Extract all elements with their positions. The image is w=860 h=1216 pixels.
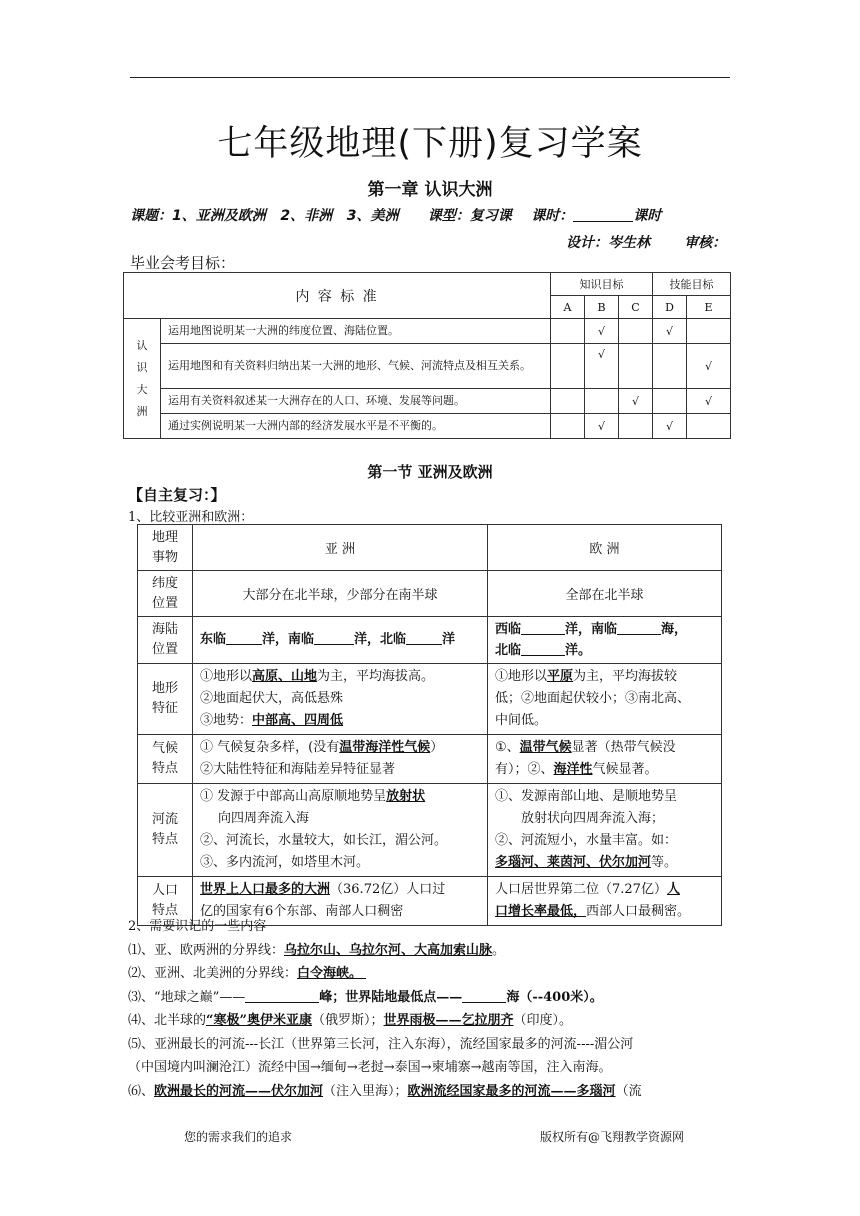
lat-europe: 全部在北半球: [488, 571, 722, 617]
row-label: 人口 特点: [138, 877, 193, 926]
level-e: E: [687, 296, 731, 319]
period-blank: [573, 207, 633, 222]
page-title: 七年级地理(下册)复习学案: [217, 124, 643, 164]
mark: √: [585, 414, 619, 439]
note-1: ⑴、亚、欧两洲的分界线：乌拉尔山、乌拉尔河、大高加索山脉。: [128, 942, 506, 958]
note-2: ⑵、亚洲、北美洲的分界线：白令海峡。: [128, 962, 733, 986]
header-geo: 地理 事物: [138, 525, 193, 571]
goals-table: [123, 272, 731, 439]
note-3: ⑶、“地球之巅”—— 峰；世界陆地最低点—— 海（--400米）。: [128, 989, 603, 1005]
col-knowledge: 知识目标: [551, 273, 653, 296]
side-label: 认 识 大 洲: [124, 319, 161, 439]
chapter-title: 第一章 认识大洲: [367, 180, 493, 200]
section-title: 第一节 亚洲及欧洲: [367, 463, 493, 481]
goal-row-text: 运用有关资料叙述某一大洲存在的人口、环境、发展等问题。: [161, 389, 551, 414]
notes-section: [128, 915, 733, 1103]
question-2: 2、需要识记的一些内容: [128, 919, 267, 934]
mark: √: [585, 319, 619, 344]
footer-left: 您的需求我们的追求: [184, 1130, 293, 1144]
col-skill: 技能目标: [653, 273, 731, 296]
mark: √: [619, 389, 653, 414]
mark: [619, 344, 653, 389]
note-6: ⑹、欧洲最长的河流——伏尔加河（注入里海）；欧洲流经国家最多的河流——多瑙河（流: [128, 1083, 642, 1099]
mark: √: [687, 389, 731, 414]
mark: [653, 389, 687, 414]
compare-table: [137, 524, 722, 926]
question-1: 1、比较亚洲和欧洲：: [128, 510, 254, 525]
mark: [551, 389, 585, 414]
mark: [687, 414, 731, 439]
header-europe: 欧 洲: [488, 525, 722, 571]
mark: [551, 414, 585, 439]
course-tail: 课时: [633, 208, 662, 224]
col-content: 内 容 标 准: [124, 273, 551, 319]
sea-europe: 西临 洋，南临 海， 北临 洋。: [488, 617, 722, 664]
header-rule: [130, 77, 730, 78]
note-5a: ⑸、亚洲最长的河流---长江（世界第三长河，注入东海），流经国家最多的河流----湄公河: [128, 1036, 634, 1052]
row-label: 海陆 位置: [138, 617, 193, 664]
sea-asia: 东临 洋，南临 洋，北临 洋: [193, 617, 488, 664]
river-asia: ① 发源于中部高山高原顺地势呈放射状 向四周奔流入海 ②、河流长，水量较大，如长江，湄公河。 ③、多内流河，如塔里木河。: [193, 784, 488, 877]
mark: [653, 344, 687, 389]
pop-europe: 人口居世界第二位（7.27亿）人 口增长率最低，西部人口最稠密。: [488, 877, 722, 926]
level-d: D: [653, 296, 687, 319]
climate-asia: ① 气候复杂多样，(没有温带海洋性气候） ②大陆性特征和海陆差异特征显著: [193, 735, 488, 784]
goal-row-text: 运用地图和有关资料归纳出某一大洲的地形、气候、河流特点及相互关系。: [161, 344, 551, 389]
mark: [551, 344, 585, 389]
mark: [585, 389, 619, 414]
mark: [619, 414, 653, 439]
row-label: 河流 特点: [138, 784, 193, 877]
terrain-asia: ①地形以高原、山地为主，平均海拔高。 ②地面起伏大，高低悬殊 ③地势：中部高、四周低: [193, 664, 488, 735]
river-europe: ①、发源南部山地、是顺地势呈 放射状向四周奔流入海； ②、河流短小，水量丰富。如： 多瑙河、莱茵河、伏尔加河等。: [488, 784, 722, 877]
design-info: 设计：岑生林 审核：: [566, 235, 727, 251]
note-4: ⑷、北半球的“寒极”奥伊米亚康（俄罗斯）；世界雨极——乞拉朋齐（印度）。: [128, 1013, 573, 1028]
level-c: C: [619, 296, 653, 319]
mark: [551, 319, 585, 344]
note-5b: （中国境内叫澜沧江）流经中国→缅甸→老挝→泰国→柬埔寨→越南等国，注入南海。: [128, 1060, 612, 1075]
level-b: B: [585, 296, 619, 319]
footer-right: 版权所有@飞翔教学资源网: [540, 1130, 685, 1144]
pop-asia: 世界上人口最多的大洲（36.72亿）人口过 亿的国家有6个东部、南部人口稠密: [193, 877, 488, 926]
header-asia: 亚 洲: [193, 525, 488, 571]
mark: √: [653, 414, 687, 439]
mark: √: [653, 319, 687, 344]
row-label: 纬度 位置: [138, 571, 193, 617]
goal-row-text: 运用地图说明某一大洲的纬度位置、海陆位置。: [161, 319, 551, 344]
mark: √: [585, 344, 619, 389]
course-line: 课题：1、亚洲及欧洲 2、非洲 3、美洲 课型：复习课 课时：: [130, 208, 574, 224]
lat-asia: 大部分在北半球，少部分在南半球: [193, 571, 488, 617]
mark: [619, 319, 653, 344]
row-label: 气候 特点: [138, 735, 193, 784]
mark: √: [687, 344, 731, 389]
goal-row-text: 通过实例说明某一大洲内部的经济发展水平是不平衡的。: [161, 414, 551, 439]
course-info: [130, 205, 661, 225]
goals-heading: 毕业会考目标：: [130, 254, 236, 272]
level-a: A: [551, 296, 585, 319]
row-label: 地形 特征: [138, 664, 193, 735]
mark: [687, 319, 731, 344]
self-review-heading: 【自主复习：】: [128, 486, 226, 504]
climate-europe: ①、温带气候显著（热带气候没 有）；②、海洋性气候显著。: [488, 735, 722, 784]
terrain-europe: ①地形以平原为主，平均海拔较 低；②地面起伏较小；③南北高、 中间低。: [488, 664, 722, 735]
